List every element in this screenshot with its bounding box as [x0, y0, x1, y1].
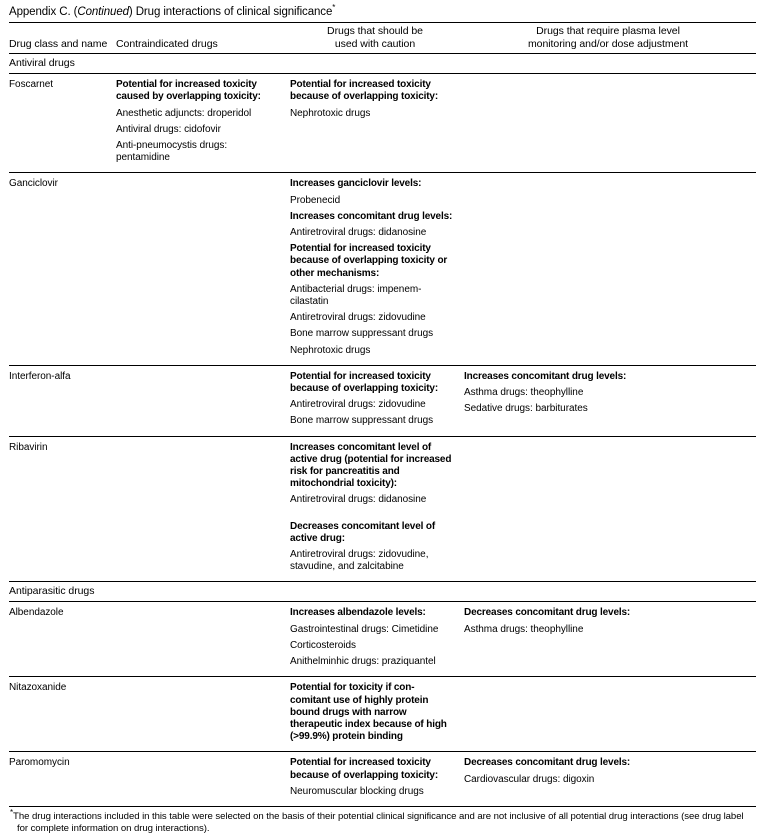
cell-block: Bone marrow suppressant drugs — [290, 415, 434, 427]
monitoring-cell — [464, 437, 756, 574]
table-header — [9, 23, 756, 53]
cell-block: Antiretroviral drugs: zidovudine — [290, 399, 426, 411]
contraindicated-cell — [116, 602, 290, 668]
row-spacer — [9, 798, 756, 806]
table-row — [9, 366, 756, 436]
cell-block: Antibacterial drugs: impenem-cilastatin — [290, 283, 422, 308]
monitoring-cell — [464, 173, 756, 356]
table-row — [9, 677, 756, 751]
cell-block: Corticosteroids — [290, 639, 356, 651]
column-header-contraindicated: Contraindicated drugs — [116, 37, 218, 50]
drug-name-cell: Ribavirin — [9, 441, 48, 453]
cell-block: Increases concomitant level of active drug (potential for increased risk for pancreatitis and mitochondrial toxicity): — [290, 441, 452, 490]
cell-block: Anti-pneumocystis drugs: pentamidine — [116, 140, 228, 164]
cell-block: Neuromuscular blocking drugs — [290, 785, 424, 797]
column-header-caution — [290, 23, 464, 53]
footnote-text: The drug interactions included in this table were selected on the basis of their potential clinical significance and are not inclusive of all potential drug interactions (see drug label for complete information on drug interactions). — [13, 810, 744, 835]
table-row — [9, 74, 756, 172]
cell-block: Increases albendazole levels: — [290, 607, 426, 619]
column-header-monitoring — [464, 23, 756, 53]
monitoring-cell — [464, 74, 756, 164]
row-spacer — [9, 357, 756, 365]
cell-block: Antiretroviral drugs: didanosine — [290, 494, 427, 506]
cell-block: Antiretroviral drugs: didanosine — [290, 227, 427, 239]
cell-block: Decreases concomitant drug levels: — [464, 757, 631, 769]
table-row — [9, 437, 756, 582]
contraindicated-cell — [116, 677, 290, 743]
contraindicated-cell — [116, 437, 290, 574]
column-header-caution-line2: used with caution — [334, 37, 416, 50]
row-spacer — [9, 743, 756, 751]
contraindicated-cell — [116, 173, 290, 356]
table-body — [9, 54, 756, 806]
title-suffix: ) Drug interactions of clinical significance — [128, 6, 333, 18]
cell-block: Decreases concomitant level of active drug: — [290, 520, 436, 544]
contraindicated-cell — [116, 366, 290, 428]
cell-block: Potential for increased toxicity because of overlapping toxicity: — [290, 757, 439, 781]
row-spacer — [9, 428, 756, 436]
cell-block: Increases ganciclovir levels: — [290, 178, 422, 190]
caution-cell — [290, 677, 464, 743]
drug-name-cell: Interferon-alfa — [9, 370, 71, 382]
column-header-monitoring-line1: Drugs that require plasma level — [536, 25, 680, 37]
column-header-drug-class: Drug class and name — [9, 37, 108, 50]
title-prefix: Appendix C. ( — [9, 6, 78, 18]
drug-name-cell: Nitazoxanide — [9, 682, 67, 694]
table-footnote — [10, 807, 756, 836]
table-row — [9, 173, 756, 364]
caution-cell — [290, 74, 464, 164]
section-label: Antiparasitic drugs — [9, 585, 95, 598]
monitoring-cell — [464, 752, 756, 798]
row-spacer — [9, 668, 756, 676]
section-label: Antiviral drugs — [9, 57, 75, 70]
table-row — [9, 752, 756, 806]
cell-block: Probenecid — [290, 194, 341, 206]
cell-block: Bone marrow suppressant drugs — [290, 328, 434, 340]
page-title — [9, 0, 756, 22]
cell-block: Potential for toxicity if con-comitant use of highly protein bound drugs with narrow therapeutic index because of high (>99.9%) protein binding — [290, 682, 447, 743]
row-spacer — [9, 573, 756, 581]
cell-block: Nephrotoxic drugs — [290, 107, 371, 119]
cell-block: Anithelminhic drugs: praziquantel — [290, 656, 436, 668]
cell-block: Sedative drugs: barbiturates — [464, 403, 588, 415]
monitoring-cell — [464, 602, 756, 668]
caution-cell — [290, 437, 464, 574]
drug-name-cell: Albendazole — [9, 607, 64, 619]
cell-block: Asthma drugs: theophylline — [464, 387, 584, 399]
cell-block: Potential for increased toxicity because of overlapping toxicity: — [290, 370, 439, 395]
cell-block: Increases concomitant drug levels: — [290, 210, 453, 222]
caution-cell — [290, 602, 464, 668]
title-continued: Continued — [77, 6, 129, 18]
drug-name-cell: Ganciclovir — [9, 178, 58, 190]
column-header-monitoring-line2: monitoring and/or dose adjustment — [527, 37, 689, 50]
contraindicated-cell — [116, 752, 290, 798]
drug-name-cell: Foscarnet — [9, 79, 54, 91]
column-header-caution-line1: Drugs that should be — [327, 25, 423, 37]
drug-name-cell: Paromomycin — [9, 757, 70, 769]
cell-block: Increases concomitant drug levels: — [464, 370, 627, 382]
section-band — [9, 582, 756, 601]
title-footnote-marker: * — [332, 3, 336, 13]
cell-block: Antiretroviral drugs: zidovudine, stavudine, and zalcitabine — [290, 549, 429, 573]
cell-block: Asthma drugs: theophylline — [464, 623, 584, 635]
cell-block: Cardiovascular drugs: digoxin — [464, 773, 595, 785]
contraindicated-cell — [116, 74, 290, 164]
caution-cell — [290, 366, 464, 428]
monitoring-cell — [464, 366, 756, 428]
header-row — [9, 23, 756, 53]
cell-block: Antiviral drugs: cidofovir — [116, 123, 221, 135]
cell-block: Potential for increased toxicity because of overlapping toxicity: — [290, 79, 439, 103]
cell-block: Nephrotoxic drugs — [290, 344, 371, 356]
monitoring-cell — [464, 677, 756, 743]
cell-block: Anesthetic adjuncts: droperidol — [116, 107, 252, 119]
section-band — [9, 54, 756, 73]
cell-block: Potential for increased toxicity because of overlapping toxicity or other mechanisms: — [290, 243, 448, 279]
cell-block: Decreases concomitant drug levels: — [464, 607, 631, 619]
table-row — [9, 602, 756, 676]
cell-block: Potential for increased toxicity caused by overlapping toxicity: — [116, 79, 261, 103]
caution-cell — [290, 173, 464, 356]
caution-cell — [290, 752, 464, 798]
row-spacer — [9, 164, 756, 172]
cell-block: Gastrointestinal drugs: Cimetidine — [290, 623, 439, 635]
footnote-marker: * — [10, 807, 14, 817]
cell-block: Antiretroviral drugs: zidovudine — [290, 312, 426, 324]
